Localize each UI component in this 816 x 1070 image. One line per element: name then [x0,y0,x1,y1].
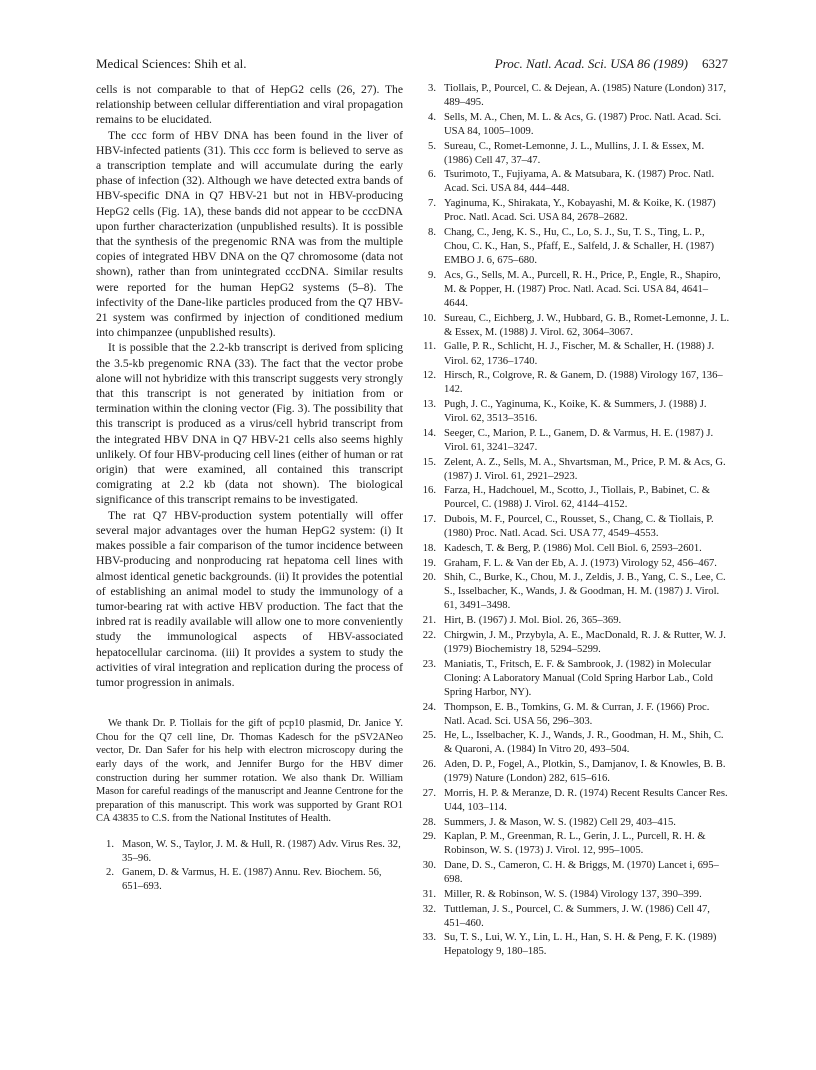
running-header [96,56,728,74]
reference-text: Tsurimoto, T., Fujiyama, A. & Matsubara, K. (1987) Proc. Natl. Acad. Sci. USA 84, 444–448. [444,169,715,195]
body-paragraph: cells is not comparable to that of HepG2 cells (26, 27). The relationship between cellular differentiation and viral propagation remains to be elucidated. [96,83,403,127]
reference-text: Su, T. S., Lui, W. Y., Lin, L. H., Han, S. H. & Peng, F. K. (1989) Hepatology 9, 180–185. [444,932,717,958]
reference-item [418,168,730,196]
reference-item [418,629,730,657]
reference-number: 30. [422,860,436,872]
reference-item [418,269,730,311]
reference-number: 13. [422,399,436,410]
reference-item [418,931,730,959]
reference-item [418,701,730,729]
reference-text: Galle, P. R., Schlicht, H. J., Fischer, M. & Schaller, H. (1988) J. Virol. 62, 1736–1740. [444,341,715,367]
reference-text: Zelent, A. Z., Sells, M. A., Shvartsman, M., Price, P. M. & Acs, G. (1987) J. Virol. 61, 2921–2923. [444,456,726,482]
reference-item [418,888,730,902]
reference-list-right [418,82,730,960]
acknowledgments: We thank Dr. P. Tiollais for the gift of pcp10 plasmid, Dr. Janice Y. Chou for the Q7 cell line, Dr. Thomas Kadesch for the pSV2ANeo vector, Dr. Dan Safer for his help with electron microscopy during the early days of the work, and Jennifer Burgo for the HBV dimer construction during her summer rotation. We also thank Dr. William Mason for careful readings of the manuscript and Jeanne Centrone for the preparation of this manuscript. This work was supported by Grant RO1 CA 43835 to C.S. from the National Institutes of Health. [96,718,403,825]
reference-number: 2. [106,867,114,879]
reference-text: Kaplan, P. M., Greenman, R. L., Gerin, J. L., Purcell, R. H. & Robinson, W. S. (1973) J. Virol. 12, 995–1005. [444,831,706,857]
reference-item [418,513,730,541]
reference-list-left [96,838,403,894]
reference-text: Tiollais, P., Pourcel, C. & Dejean, A. (1985) Nature (London) 317, 489–495. [444,83,727,109]
reference-item [418,816,730,830]
reference-text: Thompson, E. B., Tomkins, G. M. & Curran, J. F. (1966) Proc. Natl. Acad. Sci. USA 56, 296–303. [444,701,710,727]
reference-text: Sureau, C., Eichberg, J. W., Hubbard, G. B., Romet-Lemonne, J. L. & Essex, M. (1988) J. Virol. 62, 3064–3067. [444,312,730,338]
header-journal-citation: Proc. Natl. Acad. Sci. USA 86 (1989) [494,56,688,71]
reference-number: 6. [428,169,436,181]
reference-number: 22. [422,629,436,641]
reference-item [418,456,730,484]
reference-text: He, L., Isselbacher, K. J., Wands, J. R., Goodman, H. M., Shih, C. & Quaroni, A. (1984) In Vitro 20, 493–504. [444,730,724,756]
reference-number: 29. [422,831,436,843]
reference-number: 4. [428,111,436,123]
reference-text: Dubois, M. F., Pourcel, C., Rousset, S., Chang, C. & Tiollais, P. (1980) Proc. Natl. Acad. Sci. USA 77, 4549–4553. [444,514,714,540]
reference-number: 17. [422,514,436,526]
reference-text: Tuttleman, J. S., Pourcel, C. & Summers, J. W. (1986) Cell 47, 451–460. [444,903,710,929]
reference-text: Shih, C., Burke, K., Chou, M. J., Zeldis, J. B., Yang, C. S., Lee, C. S., Isselbacher, K., Wands, J. & Goodman, H. M. (1987) J. Virol. 61, 3491–3498. [444,572,726,612]
reference-item [418,614,730,628]
reference-item [418,859,730,887]
right-column [418,82,730,960]
reference-text: Acs, G., Sells, M. A., Purcell, R. H., Price, P., Engle, R., Shapiro, M. & Popper, H. (1987) Proc. Natl. Acad. Sci. USA 84, 4641–4644. [444,269,721,309]
reference-text: Morris, H. P. & Meranze, D. R. (1974) Recent Results Cancer Res. U44, 103–114. [444,787,728,813]
reference-item [418,571,730,613]
reference-number: 9. [428,269,436,281]
reference-text: Maniatis, T., Fritsch, E. F. & Sambrook, J. (1982) in Molecular Cloning: A Laboratory Manual (Cold Spring Harbor Lab., Cold Spring Harbor, NY). [444,658,713,698]
body-paragraph: The ccc form of HBV DNA has been found in the liver of HBV-infected patients (31). This ccc form is believed to serve as a transcription template and will accumulate during the early phase of infection (32). Although we have detected extra bands of HBV-specific DNA in Q7 HBV-21 but not in HBV-producing HepG2 cells (Fig. 1A), these bands did not appear to be cccDNA upon further characterization (unpublished results). It is possible that the synthesis of the pregenomic RNA was from the multiple copies of integrated HBV DNA on the Q7 chromosome (data not shown), rather than from unintegrated cccDNA. Similar results were reported for the human HepG2 systems (5–8). The infectivity of the Dane-like particles produced from the Q7 HBV-21 system was confirmed by injection of conditioned medium into chimpanzee (unpublished results). [96,128,403,340]
reference-text: Farza, H., Hadchouel, M., Scotto, J., Tiollais, P., Babinet, C. & Pourcel, C. (1988) J. Virol. 62, 4144–4152. [444,485,711,511]
reference-item [418,226,730,268]
reference-item [418,111,730,139]
reference-text: Ganem, D. & Varmus, H. E. (1987) Annu. Rev. Biochem. 56, 651–693. [122,867,382,893]
reference-text: Chirgwin, J. M., Przybyla, A. E., MacDonald, R. J. & Rutter, W. J. (1979) Biochemistry 18, 5294–5299. [444,629,726,655]
reference-text: Aden, D. P., Fogel, A., Plotkin, S., Damjanov, I. & Knowles, B. B. (1979) Nature (London) 282, 615–616. [444,759,726,785]
reference-number: 10. [422,312,436,324]
reference-item [418,903,730,931]
reference-item [418,340,730,368]
reference-text: Miller, R. & Robinson, W. S. (1984) Virology 137, 390–399. [444,888,702,900]
reference-text: Summers, J. & Mason, W. S. (1982) Cell 29, 403–415. [444,816,676,828]
reference-number: 28. [422,816,436,828]
reference-number: 15. [422,456,436,468]
reference-item [418,82,730,110]
reference-number: 25. [422,730,436,742]
reference-text: Yaginuma, K., Shirakata, Y., Kobayashi, M. & Koike, K. (1987) Proc. Natl. Acad. Sci. USA 84, 2678–2682. [444,198,716,224]
reference-item [418,312,730,340]
reference-text: Mason, W. S., Taylor, J. M. & Hull, R. (1987) Adv. Virus Res. 32, 35–96. [122,838,401,864]
reference-number: 12. [422,370,436,382]
reference-text: Chang, C., Jeng, K. S., Hu, C., Lo, S. J., Su, T. S., Ting, L. P., Chou, C. K., Han, S., Pfaff, E., Salfeld, J. & Schaller, H. (1987) EMBO J. 6, 675–680. [444,226,715,267]
reference-item [418,484,730,512]
reference-number: 16. [422,485,436,497]
reference-text: Dane, D. S., Cameron, C. H. & Briggs, M. (1970) Lancet i, 695–698. [444,860,719,886]
reference-text: Kadesch, T. & Berg, P. (1986) Mol. Cell Biol. 6, 2593–2601. [444,542,702,554]
reference-number: 8. [428,226,436,238]
reference-number: 1. [106,838,114,850]
reference-item [418,398,730,426]
reference-number: 20. [422,572,436,584]
reference-number: 33. [422,932,436,944]
header-section-authors: Medical Sciences: Shih et al. [96,56,247,71]
reference-number: 11. [423,341,436,353]
body-paragraph: It is possible that the 2.2-kb transcript is derived from splicing the 3.5-kb pregenomic RNA (33). The fact that the vector probe alone will not hybridize with this transcript suggests very strongly that this transcript is not generated by initiation from or termination within the cloning vector (Fig. 3). The possibility that this transcript is produced as a virus/cell hybrid transcript from the integrated HBV DNA in Q7 HBV-21 cells also seems highly unlikely. Of four HBV-producing cell lines (either of human or rat origin) that were examined, all contained this transcript comigrating at 2.2 kb (data not shown). The biological significance of this transcript remains to be investigated. [96,341,403,507]
header-journal [495,56,728,72]
reference-text: Hirt, B. (1967) J. Mol. Biol. 26, 365–369. [444,615,622,627]
reference-text: Pugh, J. C., Yaginuma, K., Koike, K. & Summers, J. (1988) J. Virol. 62, 3513–3516. [444,399,707,425]
reference-item [418,830,730,858]
reference-item [418,658,730,700]
reference-item [418,542,730,556]
page-number: 6327 [702,56,728,71]
body-paragraph: The rat Q7 HBV-production system potentially will offer several major advantages over the human HepG2 system: (i) It makes possible a fair comparison of the tumor incidence between HBV-producing and nonproducing rat hepatoma cell lines with almost identical genetic backgrounds. (ii) It provides the potential of establishing an animal model to study the immunology of a tumor-bearing rat with active HBV production. The fact that the inbred rat is readily available will allow one to more conveniently study the immunological aspects of HBV-associated hepatocellular carcinoma. (iii) It provides a system to study the activities of viral integration and replication during the process of tumor progression in animals. [96,508,403,689]
reference-number: 19. [422,557,436,569]
reference-number: 23. [422,658,436,670]
reference-item [418,758,730,786]
reference-number: 26. [422,759,436,771]
reference-text: Hirsch, R., Colgrove, R. & Ganem, D. (1988) Virology 167, 136–142. [444,370,723,396]
reference-item [96,866,403,894]
reference-item [96,838,403,866]
reference-item [418,140,730,168]
reference-number: 7. [428,198,436,210]
reference-number: 31. [422,888,436,900]
reference-text: Seeger, C., Marion, P. L., Ganem, D. & Varmus, H. E. (1987) J. Virol. 61, 3241–3247. [444,427,714,453]
reference-number: 3. [428,83,436,94]
reference-item [418,787,730,815]
reference-number: 24. [422,701,436,713]
reference-number: 14. [422,427,436,439]
reference-text: Sureau, C., Romet-Lemonne, J. L., Mullins, J. I. & Essex, M. (1986) Cell 47, 37–47. [444,140,705,166]
reference-number: 27. [422,787,436,799]
reference-item [418,557,730,571]
reference-item [418,729,730,757]
reference-number: 5. [428,140,436,152]
reference-text: Graham, F. L. & Van der Eb, A. J. (1973) Virology 52, 456–467. [444,557,717,569]
reference-number: 18. [422,542,436,554]
reference-item [418,369,730,397]
reference-item [418,427,730,455]
left-column [96,82,403,894]
reference-number: 21. [422,615,436,627]
reference-number: 32. [422,903,436,915]
reference-text: Sells, M. A., Chen, M. L. & Acs, G. (1987) Proc. Natl. Acad. Sci. USA 84, 1005–1009. [444,111,722,137]
reference-item [418,197,730,225]
